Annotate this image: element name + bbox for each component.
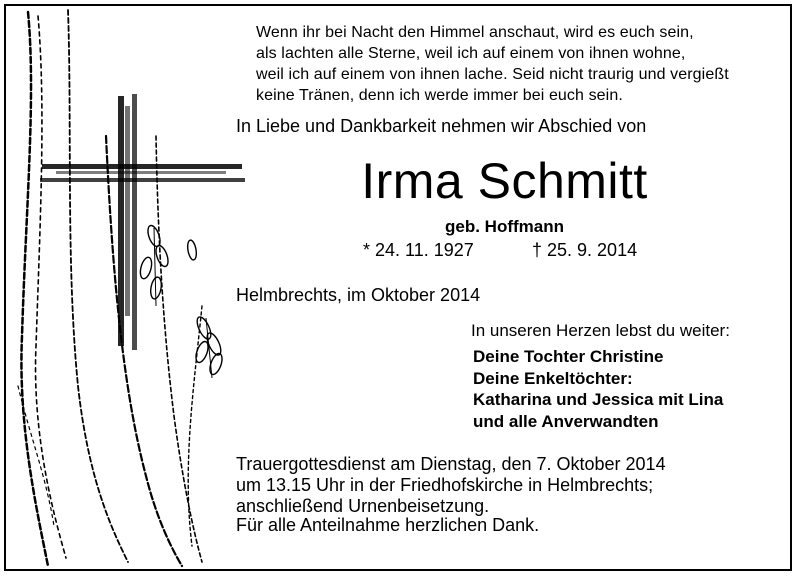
service-line: anschließend Urnenbeisetzung. — [236, 496, 490, 516]
deceased-name: Irma Schmitt — [361, 153, 648, 209]
mourner-line: Katharina und Jessica mit Lina — [473, 390, 724, 409]
poem-line: weil ich auf einem von ihnen lache. Seid nicht traurig und vergießt — [256, 66, 729, 83]
service-info — [236, 454, 666, 517]
thanks-text: Für alle Anteilnahme herzlichen Dank. — [236, 515, 540, 535]
mourner-line: Deine Tochter Christine — [473, 347, 664, 366]
place-date: Helmbrechts, im Oktober 2014 — [236, 285, 481, 305]
service-line: um 13.15 Uhr in der Friedhofskirche in Helmbrechts; — [236, 475, 654, 495]
service-line: Trauergottesdienst am Dienstag, den 7. Oktober 2014 — [236, 454, 666, 474]
poem-line: Wenn ihr bei Nacht den Himmel anschaut, wird es euch sein, — [256, 24, 694, 41]
motto: In unseren Herzen lebst du weiter: — [471, 321, 730, 340]
mourners-list — [473, 346, 723, 432]
poem — [256, 22, 729, 106]
cross-wheat-illustration — [6, 6, 246, 572]
maiden-name: geb. Hoffmann — [445, 217, 564, 236]
mourner-line: und alle Anverwandten — [473, 411, 659, 431]
death-date: † 25. 9. 2014 — [532, 240, 638, 260]
birth-date: * 24. 11. 1927 — [363, 240, 474, 260]
poem-line: als lachten alle Sterne, weil ich auf einem von ihnen wohne, — [256, 45, 686, 62]
poem-line: keine Tränen, denn ich werde immer bei euch sein. — [256, 87, 623, 104]
mourner-line: Deine Enkeltöchter: — [473, 368, 633, 388]
intro-text: In Liebe und Dankbarkeit nehmen wir Abschied von — [236, 116, 647, 136]
